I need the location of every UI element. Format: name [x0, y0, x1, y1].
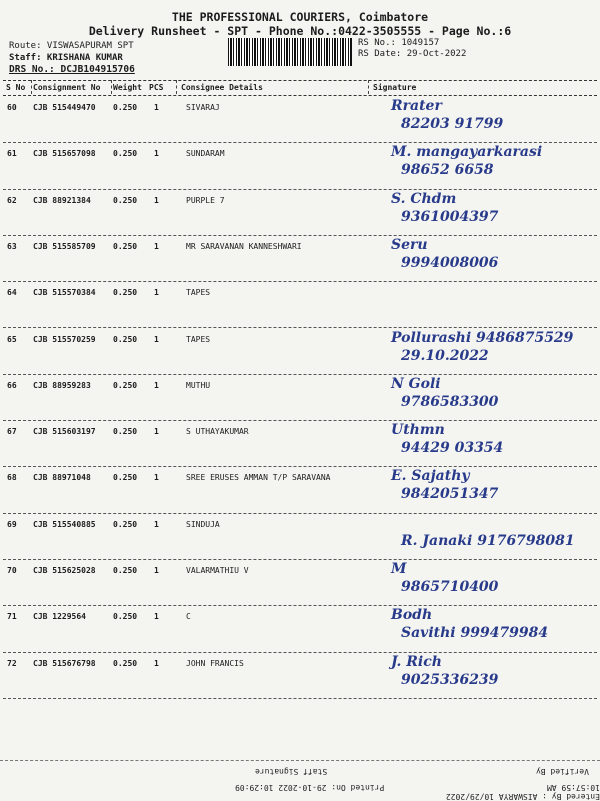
col-sno: S No	[6, 83, 26, 92]
table-row	[3, 281, 597, 328]
row-pcs: 1	[154, 241, 159, 251]
row-sno: 67	[7, 427, 17, 437]
row-signature-phone: 94429 03354	[401, 440, 504, 457]
table-row	[3, 189, 597, 236]
col-signature: Signature	[373, 83, 417, 92]
footer-staff-signature: Staff Signature	[255, 767, 328, 776]
row-weight: 0.250	[113, 473, 138, 483]
footer-printed-on: Printed On: 29-10-2022 10:29:09	[235, 783, 385, 792]
rs-date: RS Date: 29-Oct-2022	[358, 49, 467, 59]
row-consignee: SREE ERUSES AMMAN T/P SARAVANA	[186, 473, 331, 483]
row-consignee: S UTHAYAKUMAR	[186, 427, 249, 437]
row-signature: Rrater	[391, 98, 442, 114]
row-signature: Pollurashi 9486875529	[391, 329, 574, 346]
row-sno: 64	[7, 288, 17, 298]
rs-info	[358, 38, 466, 60]
row-consignment: CJB 88959283	[33, 380, 91, 390]
row-weight: 0.250	[113, 288, 138, 298]
row-consignment: CJB 515585709	[33, 241, 96, 251]
row-consignee: TAPES	[186, 334, 211, 344]
row-signature-phone: 29.10.2022	[401, 347, 489, 364]
row-pcs: 1	[154, 103, 159, 112]
row-consignment: CJB 515540885	[33, 519, 96, 529]
row-weight: 0.250	[113, 658, 138, 668]
row-consignment: CJB 515625028	[33, 566, 96, 575]
row-consignee: C	[186, 612, 191, 622]
row-signature: M. mangayarkarasi	[391, 144, 543, 161]
row-consignment: CJB 515657098	[33, 149, 96, 159]
col-pcs: PCS	[149, 83, 164, 92]
row-consignee: MUTHU	[186, 380, 211, 390]
route-info	[9, 40, 134, 64]
row-pcs: 1	[154, 658, 159, 668]
row-consignment: CJB 515449470	[33, 103, 96, 112]
row-consignment: CJB 515603197	[33, 427, 96, 437]
row-sno: 70	[7, 566, 17, 575]
row-signature: M	[391, 561, 407, 577]
row-weight: 0.250	[113, 427, 138, 437]
table-row	[3, 374, 597, 421]
table-row	[3, 513, 597, 560]
row-signature-phone: 98652 6658	[401, 162, 494, 179]
row-consignment: CJB 1229564	[33, 612, 86, 622]
row-signature-phone: 82203 91799	[401, 116, 504, 132]
row-consignment: CJB 515570259	[33, 334, 96, 344]
row-signature: N Goli	[391, 375, 441, 392]
col-weight: Weight	[113, 83, 142, 92]
row-pcs: 1	[154, 195, 159, 205]
column-divider	[31, 80, 32, 94]
row-signature: S. Chdm	[391, 190, 457, 207]
table-row	[3, 559, 597, 606]
barcode	[228, 38, 352, 66]
row-consignee: PURPLE 7	[186, 195, 225, 205]
row-consignment: CJB 88971048	[33, 473, 91, 483]
row-sno: 72	[7, 658, 17, 668]
row-consignee: SIVARAJ	[186, 103, 220, 112]
row-signature-phone: 9361004397	[401, 208, 499, 225]
footer-divider	[0, 760, 600, 761]
column-divider	[368, 80, 369, 94]
row-weight: 0.250	[113, 612, 138, 622]
row-weight: 0.250	[113, 566, 138, 575]
runsheet-subtitle: Delivery Runsheet - SPT - Phone No.:0422-3505555 - Page No.:6	[88, 24, 512, 38]
row-sno: 61	[7, 149, 17, 159]
row-consignee: SUNDARAM	[186, 149, 225, 159]
staff-label: Staff: KRISHANA KUMAR	[9, 53, 123, 63]
row-signature-phone: 9786583300	[401, 393, 499, 410]
row-signature: J. Rich	[391, 653, 442, 670]
row-pcs: 1	[154, 380, 159, 390]
runsheet-table	[3, 80, 597, 96]
table-header	[3, 80, 597, 96]
table-row	[3, 420, 597, 467]
row-sno: 60	[7, 103, 17, 112]
row-consignee: VALARMATHIU V	[186, 566, 249, 575]
row-consignment: CJB 88921384	[33, 195, 91, 205]
row-signature-phone: Savithi 999479984	[401, 625, 549, 642]
col-consignee: Consignee Details	[181, 83, 263, 92]
row-consignment: CJB 515676798	[33, 658, 96, 668]
footer-entered-by: Entered By : AISWARYA 10/29/2022 10:57:59 AM	[445, 783, 600, 801]
row-pcs: 1	[154, 149, 159, 159]
table-row	[3, 142, 597, 189]
row-weight: 0.250	[113, 149, 138, 159]
row-weight: 0.250	[113, 195, 138, 205]
row-signature-phone: 9842051347	[401, 486, 499, 503]
row-signature: Seru	[391, 236, 428, 253]
row-pcs: 1	[154, 612, 159, 622]
row-pcs: 1	[154, 334, 159, 344]
row-pcs: 1	[154, 519, 159, 529]
row-pcs: 1	[154, 473, 159, 483]
row-weight: 0.250	[113, 380, 138, 390]
row-signature: Uthmn	[391, 422, 445, 439]
table-row	[3, 235, 597, 282]
drs-number: DRS No.: DCJB104915706	[9, 64, 135, 75]
col-consignment: Consignment No	[33, 83, 101, 92]
row-consignee: MR SARAVANAN KANNESHWARI	[186, 241, 302, 251]
row-signature: E. Sajathy	[391, 468, 470, 485]
table-row	[3, 466, 597, 513]
row-consignee: TAPES	[186, 288, 211, 298]
row-sno: 71	[7, 612, 17, 622]
table-row	[3, 605, 597, 652]
row-weight: 0.250	[113, 334, 138, 344]
row-signature: Bodh	[391, 607, 433, 624]
rs-number: RS No.: 1049157	[358, 38, 440, 48]
row-consignee: JOHN FRANCIS	[186, 658, 244, 668]
row-sno: 65	[7, 334, 17, 344]
row-pcs: 1	[154, 566, 159, 575]
row-weight: 0.250	[113, 103, 138, 112]
row-signature-phone: R. Janaki 9176798081	[401, 532, 575, 549]
table-row	[3, 328, 597, 375]
row-weight: 0.250	[113, 241, 138, 251]
table-row	[3, 652, 597, 699]
row-sno: 68	[7, 473, 17, 483]
row-pcs: 1	[154, 288, 159, 298]
row-signature-phone: 9994008006	[401, 254, 499, 271]
runsheet-title: THE PROFESSIONAL COURIERS, Coimbatore	[171, 10, 429, 24]
footer-verified-by: Verified By	[536, 767, 589, 776]
row-sno: 62	[7, 195, 17, 205]
row-signature-phone: 9865710400	[401, 579, 499, 595]
row-consignment: CJB 515570384	[33, 288, 96, 298]
column-divider	[176, 80, 177, 94]
column-divider	[111, 80, 112, 94]
row-sno: 63	[7, 241, 17, 251]
row-sno: 69	[7, 519, 17, 529]
row-sno: 66	[7, 380, 17, 390]
row-signature-phone: 9025336239	[401, 671, 499, 688]
row-pcs: 1	[154, 427, 159, 437]
table-row	[3, 96, 597, 143]
row-weight: 0.250	[113, 519, 138, 529]
route-label: Route: VISWASAPURAM SPT	[9, 41, 134, 51]
row-consignee: SINDUJA	[186, 519, 220, 529]
